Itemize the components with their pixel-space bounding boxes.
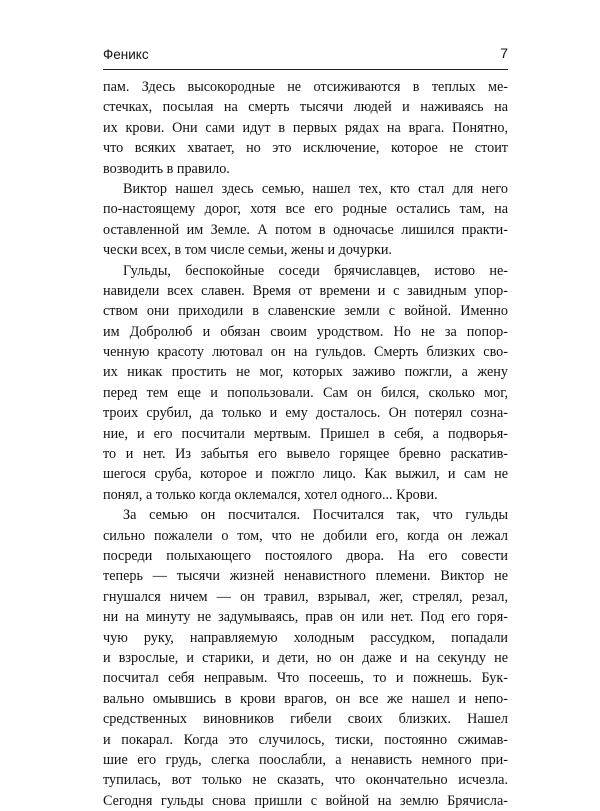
text-line: тупилась, вот только не сказать, что окончательно исчезла. [103, 772, 508, 789]
text-line: Сегодня гульды снова пришли с войной на землю Брячисла- [103, 792, 508, 809]
text-line: возводить в правило. [103, 160, 230, 177]
text-line: их никак простить не мог, которых заживо пожгли, а жену [103, 364, 508, 381]
body-text [103, 77, 508, 811]
text-line: по-настоящему дорог, хотя все его родные остались там, на [103, 201, 508, 218]
page-number: 7 [500, 45, 508, 61]
text-line: ством они приходили в славенские земли с войной. Именно [103, 303, 508, 320]
text-line: что всяких хватает, но это исключение, которое не стоит [103, 140, 508, 157]
text-line: ние, и его посчитали мертвым. Пришел в себя, а подворья- [103, 425, 508, 442]
text-line: гнушался ничем — он травил, взрывал, жег, стрелял, резал, [103, 588, 508, 605]
text-line: ни на минуту не задумываясь, прав он или нет. Под его горя- [103, 609, 508, 626]
text-line: навидели всех славен. Время от времени и с завидным упор- [103, 282, 508, 299]
text-line: оставленной им Земле. А потом в одночасье лишился практи- [103, 221, 508, 238]
text-line: шегося сруба, которое и пожгло лицо. Как выжил, и сам не [103, 466, 508, 483]
text-line: вально омывшись в крови врагов, он все же нашел и непо- [103, 690, 508, 707]
paragraph [103, 505, 508, 811]
text-line: и покарал. Когда это случилось, тиски, постоянно сжимав- [103, 731, 508, 748]
paragraph [103, 179, 508, 261]
text-line: теперь — тысячи жизней ненавистного племени. Виктор не [103, 568, 508, 585]
text-line: сильно пожалели о том, что не добили его, когда он лежал [103, 527, 508, 544]
paragraph [103, 261, 508, 506]
text-line: стечках, посылая на смерть тысячи людей и наживаясь на [103, 99, 508, 116]
header-rule [103, 69, 508, 70]
paragraph [103, 77, 508, 179]
text-line: шие его грудь, слегка поослабли, а ненависть немного при- [103, 751, 508, 768]
text-line: ченную красоту лютовал он на гульдов. Смерть близких сво- [103, 344, 508, 361]
text-line: и взрослые, и старики, и дети, но он даже и на секунду не [103, 649, 508, 666]
text-line: перед тем еще и попользовали. Сам он бился, сколько мог, [103, 384, 508, 401]
text-line: За семью он посчитался. Посчитался так, что гульды [123, 507, 508, 524]
text-line: посреди полыхающего постоялого двора. На его совести [103, 547, 508, 564]
text-line: их крови. Они сами идут в первых рядах на врага. Понятно, [103, 119, 508, 136]
text-line: то и нет. Из забытья его вывело горящее бревно раскатив- [103, 446, 508, 463]
text-line: им Добролюб и обязан своим уродством. Но не за попор- [103, 323, 508, 340]
text-line: пам. Здесь высокородные не отсиживаются в теплых ме- [103, 79, 508, 95]
text-line: Виктор нашел здесь семью, нашел тех, кто стал для него [123, 180, 508, 197]
running-header [103, 43, 508, 67]
text-line: понял, а только когда оклемался, хотел одного... Крови. [103, 486, 438, 503]
text-line: Гульды, беспокойные соседи брячиславцев, истово не- [123, 262, 508, 279]
book-title: Феникс [103, 47, 149, 62]
text-line: посчитал себя неправым. Что посеешь, то и пожнешь. Бук- [103, 670, 508, 687]
text-line: чески всех, в том числе семьи, жены и дочурки. [103, 242, 392, 259]
text-line: средственных виновников гибели своих близких. Нашел [103, 711, 508, 728]
text-line: чую руку, направляемую холодным рассудком, попадали [103, 629, 508, 646]
text-line: троих срубил, да только и ему досталось. Он потерял созна- [103, 405, 508, 422]
